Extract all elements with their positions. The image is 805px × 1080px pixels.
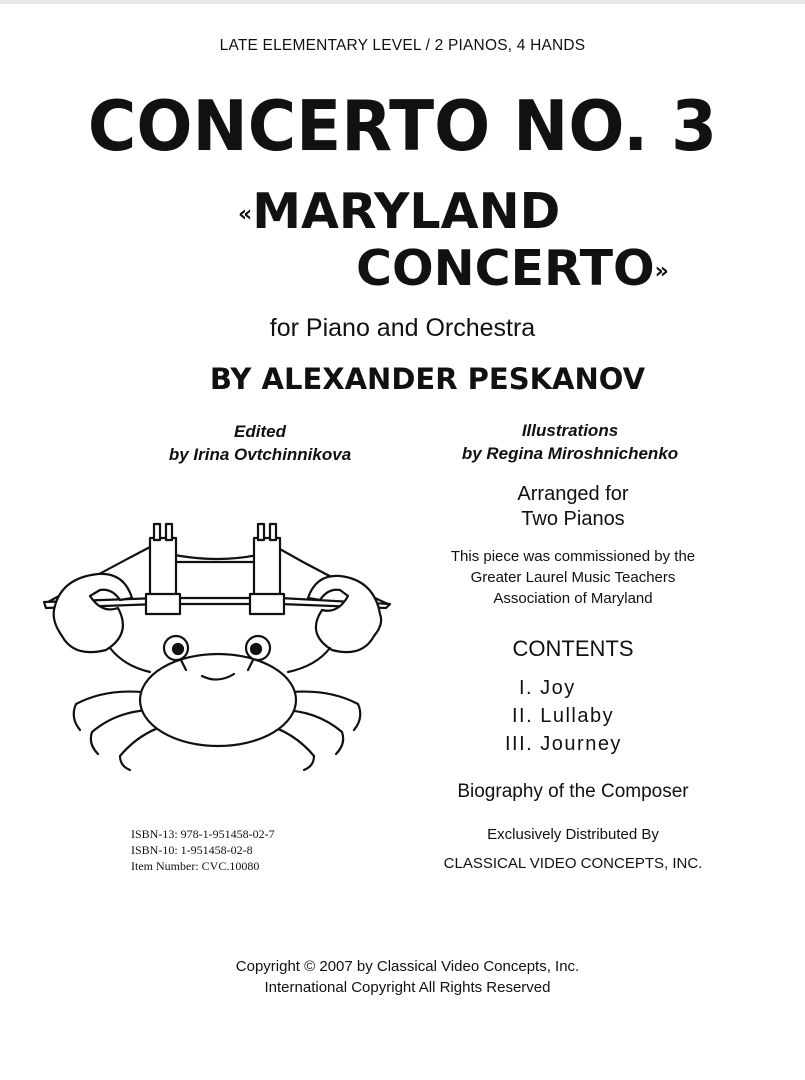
distribution-line-2: CLASSICAL VIDEO CONCEPTS, INC.	[443, 855, 703, 872]
commission-line-2: Greater Laurel Music Teachers	[470, 569, 676, 586]
biography-note: Biography of the Composer	[457, 781, 689, 802]
contents-item: II. Lullaby	[512, 705, 615, 727]
isbn-10: ISBN-10: 1-951458-02-8	[131, 843, 253, 857]
contents-heading: CONTENTS	[512, 636, 634, 661]
commission-line-1: This piece was commissioned by the	[450, 548, 696, 565]
subtitle-line-1	[238, 183, 560, 240]
item-number: Item Number: CVC.10080	[131, 859, 260, 873]
arrangement-note	[420, 482, 726, 532]
open-quote: «	[238, 202, 253, 227]
composer-line: BY ALEXANDER PESKANOV	[209, 362, 646, 396]
editor-label: Edited	[234, 422, 286, 441]
copyright-line-2: International Copyright All Rights Reserved	[264, 979, 551, 996]
copyright-line-1: Copyright © 2007 by Classical Video Concepts, Inc.	[235, 958, 580, 975]
crab-claw-left	[54, 574, 132, 652]
crab-bridge-illustration	[40, 518, 395, 778]
copyright-block	[0, 956, 805, 998]
arranged-line-1: Arranged for	[517, 483, 629, 505]
contents-item: I. Joy	[519, 677, 576, 699]
page-top-edge	[0, 0, 805, 4]
editor-credit	[130, 420, 390, 466]
bridge-tower-right	[254, 538, 280, 602]
illustrator-name: by Regina Miroshnichenko	[461, 444, 679, 463]
close-quote: »	[654, 259, 669, 284]
illustrator-label: Illustrations	[521, 421, 619, 440]
bridge-tower-left	[150, 538, 176, 602]
illustrator-credit	[420, 419, 720, 465]
subtitle-maryland: MARYLAND	[252, 183, 561, 240]
contents-item: III. Journey	[505, 733, 622, 755]
crab-claw-right	[308, 576, 381, 652]
instrumentation: for Piano and Orchestra	[269, 314, 536, 342]
subtitle-concerto: CONCERTO	[356, 240, 655, 297]
subtitle-line-2	[356, 240, 669, 297]
commission-line-3: Association of Maryland	[493, 590, 653, 607]
distribution-note	[420, 820, 726, 878]
crab-body	[140, 654, 296, 746]
editor-name: by Irina Ovtchinnikova	[168, 445, 352, 464]
commission-note	[420, 546, 726, 609]
isbn-13: ISBN-13: 978-1-951458-02-7	[131, 827, 275, 841]
level-line: LATE ELEMENTARY LEVEL / 2 PIANOS, 4 HANDS	[219, 37, 586, 54]
arranged-line-2: Two Pianos	[521, 508, 625, 530]
contents-list	[505, 674, 622, 758]
isbn-block	[131, 826, 275, 874]
distribution-line-1: Exclusively Distributed By	[487, 826, 659, 843]
main-title: CONCERTO NO. 3	[87, 86, 718, 167]
